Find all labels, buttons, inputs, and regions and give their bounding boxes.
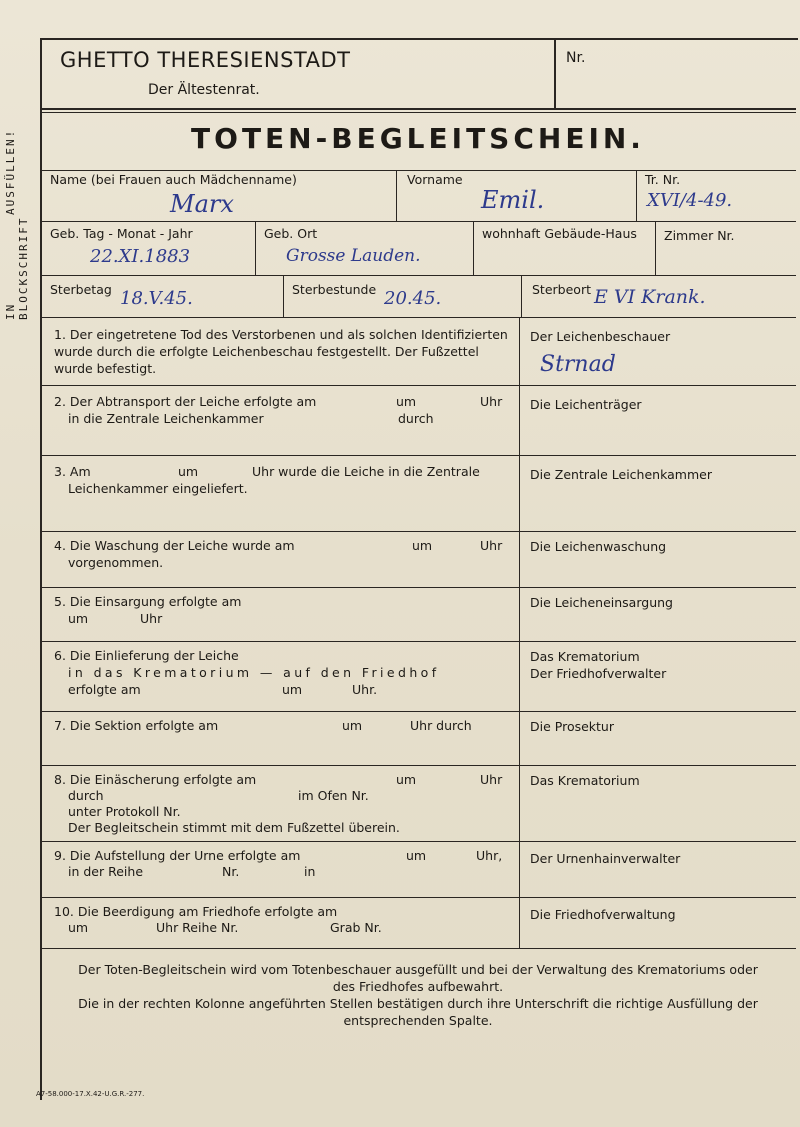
row-8-ofen: im Ofen Nr. [298,788,369,803]
row-1-right [520,318,796,386]
nr-label: Nr. [566,50,586,66]
trnr-label: Tr. Nr. [645,172,681,187]
row-5-text-a: 5. Die Einsargung erfolgte am [54,594,242,609]
gebort-label: Geb. Ort [264,226,318,241]
row-8-text-c: unter Protokoll Nr. [68,804,181,819]
vorname-value: Emil. [481,186,545,214]
sterbestunde-value: 20.45. [384,288,442,309]
gebort-cell [256,222,474,276]
row-9-right [520,842,796,898]
row-6-text-a: 6. Die Einlieferung der Leiche [54,648,239,663]
row-6-left [40,642,520,712]
form-header [40,38,796,110]
row-9-in: in [304,864,316,879]
row-2-durch: durch [398,411,434,426]
row-3-text-b: Uhr wurde die Leiche in die Zentrale [252,464,480,479]
vorname-label: Vorname [407,172,463,187]
row-6-text-c: erfolgte am [68,682,141,697]
row-4-text-a: 4. Die Waschung der Leiche wurde am [54,538,295,553]
zimmer-cell [656,222,796,276]
row-1-left [40,318,520,386]
row-6-uhr: Uhr. [352,682,378,697]
row-4-left [40,532,520,588]
row-6-um: um [282,682,303,697]
row-8-durch: durch [68,788,104,803]
row-10-left [40,898,520,948]
form-title: TOTEN-BEGLEITSCHEIN. [191,122,645,155]
row-4-right [520,532,796,588]
geb-value: 22.XI.1883 [90,246,191,267]
row-10-text-a: 10. Die Beerdigung am Friedhofe erfolgte am [54,904,338,919]
row-10-right [520,898,796,948]
trnr-value: XVI/4-49. [647,190,733,211]
wohnhaft-cell [474,222,656,276]
gebort-value: Grosse Lauden. [286,246,421,266]
row-7-text-a: 7. Die Sektion erfolgte am [54,718,219,733]
row-5-um: um [68,611,89,626]
row-5-right [520,588,796,642]
zimmer-label: Zimmer Nr. [664,228,735,243]
footer-text [70,961,766,1029]
geb-label: Geb. Tag - Monat - Jahr [50,226,193,241]
sterbeort-cell [522,276,796,318]
row-9-nr: Nr. [222,864,240,879]
trnr-cell [637,170,796,222]
row-2-text-b: in die Zentrale Leichenkammer [68,411,264,426]
row-6-authority-b: Der Friedhofverwalter [530,666,667,681]
row-6-right [520,642,796,712]
row-7-authority: Die Prosektur [530,719,614,734]
vorname-cell [397,170,637,222]
row-10-um: um [68,920,89,935]
row-9-um: um [406,848,427,863]
row-8-uhr: Uhr [480,772,503,787]
row-9-text-a: 9. Die Aufstellung der Urne erfolgte am [54,848,301,863]
row-6-text-b: in das Krematorium — auf den Friedhof [68,665,440,680]
sterbestunde-cell [284,276,522,318]
row-9-authority: Der Urnenhainverwalter [530,851,681,866]
row-7-left [40,712,520,766]
row-1-text: 1. Der eingetretene Tod des Verstorbenen und als solchen Identifizierten wurde durch die erfolgte Leichenbeschau festgestellt. Der Fußzettel wurde befestigt. [54,327,508,376]
sterbetag-value: 18.V.45. [120,288,193,309]
row-8-authority: Das Krematorium [530,773,640,788]
row-9-left [40,842,520,898]
row-8-text-d: Der Begleitschein stimmt mit dem Fußzettel überein. [68,820,400,835]
name-cell [40,170,397,222]
nr-box [554,38,798,108]
side-line-1: IN BLOCKSCHRIFT [4,216,30,320]
print-imprint: A7-58.000-17.X.42-U.G.R.-277. [36,1090,145,1098]
footer-line-2: Die in der rechten Kolonne angeführten Stellen bestätigen durch ihre Unterschrift die richtige Ausfüllung der entsprechenden Spalte. [78,996,758,1028]
row-1-authority: Der Leichenbeschauer [530,329,671,344]
side-line-2: AUSFÜLLEN! [4,128,17,215]
sterbeort-value: E VI Krank. [594,286,706,308]
row-5-uhr: Uhr [140,611,163,626]
row-4-um: um [412,538,433,553]
ghetto-title: GHETTO THERESIENSTADT [60,48,351,72]
row-10-authority: Die Friedhofverwaltung [530,907,676,922]
name-value: Marx [170,190,234,218]
row-3-um: um [178,464,199,479]
row-5-left [40,588,520,642]
row-3-left [40,456,520,532]
row-10-grab: Grab Nr. [330,920,382,935]
row-7-right [520,712,796,766]
row-2-uhr: Uhr [480,394,503,409]
title-band [40,108,796,171]
row-8-um: um [396,772,417,787]
row-2-authority: Die Leichenträger [530,397,642,412]
row-10-reihe: Uhr Reihe Nr. [156,920,239,935]
sterbetag-cell [40,276,284,318]
form-footer [40,948,796,1049]
council-subtitle: Der Ältestenrat. [148,82,260,98]
row-8-right [520,766,796,842]
row-3-authority: Die Zentrale Leichenkammer [530,467,712,482]
row-8-left [40,766,520,842]
row-4-authority: Die Leichenwaschung [530,539,667,554]
row-1-signature: Strnad [540,352,616,377]
row-3-text-c: Leichenkammer eingeliefert. [68,481,248,496]
row-2-um: um [396,394,417,409]
row-2-right [520,386,796,456]
row-6-authority-a: Das Krematorium [530,649,640,664]
row-7-uhr-durch: Uhr durch [410,718,472,733]
sterbetag-label: Sterbetag [50,282,112,297]
sterbeort-label: Sterbeort [532,282,591,297]
wohnhaft-label: wohnhaft Gebäude-Haus [482,226,637,241]
row-5-authority: Die Leicheneinsargung [530,595,673,610]
row-4-uhr: Uhr [480,538,503,553]
row-8-text-a: 8. Die Einäscherung erfolgte am [54,772,257,787]
name-label: Name (bei Frauen auch Mädchenname) [50,172,297,187]
footer-line-1: Der Toten-Begleitschein wird vom Totenbeschauer ausgefüllt und bei der Verwaltung des Krematoriums oder des Friedhofes aufbewahrt. [78,962,758,994]
sterbestunde-label: Sterbestunde [292,282,377,297]
row-7-um: um [342,718,363,733]
row-9-uhr: Uhr, [476,848,503,863]
row-2-text-a: 2. Der Abtransport der Leiche erfolgte am [54,394,317,409]
geb-cell [40,222,256,276]
row-9-text-b: in der Reihe [68,864,144,879]
row-2-left [40,386,520,456]
row-4-text-b: vorgenommen. [68,555,164,570]
side-instruction [4,128,44,320]
row-3-text-a: 3. Am [54,464,91,479]
row-3-right [520,456,796,532]
